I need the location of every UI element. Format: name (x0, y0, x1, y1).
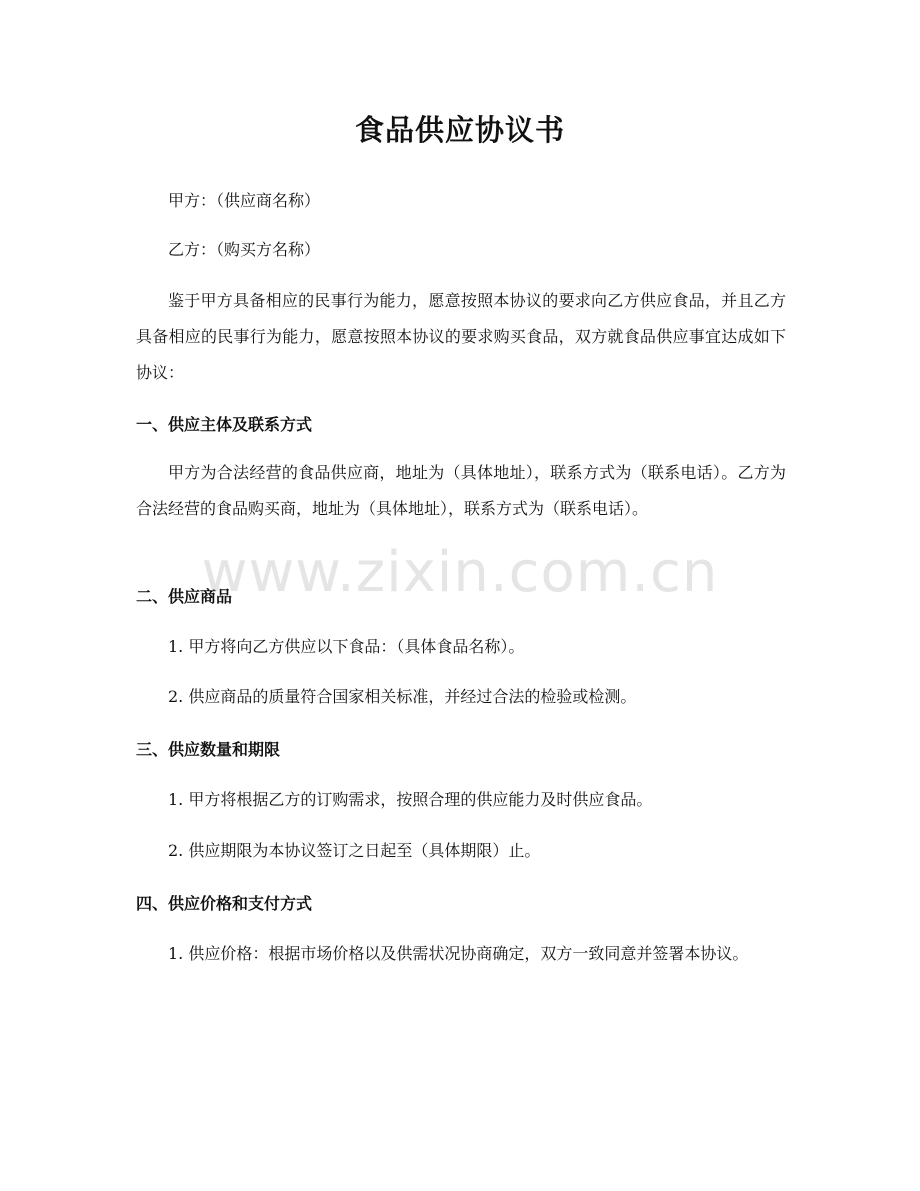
document-title: 食品供应协议书 (354, 113, 565, 147)
watermark-text: www.zixin.com.cn (201, 540, 719, 605)
section-4-heading: 四、供应价格和支付方式 (136, 894, 313, 913)
section-2-paragraph-1: 1. 甲方将向乙方供应以下食品：（具体食品名称）。 (168, 637, 525, 656)
preamble-paragraph: 鉴于甲方具备相应的民事行为能力，愿意按照本协议的要求向乙方供应食品，并且乙方具备相应的民事行为能力，愿意按照本协议的要求购买食品，双方就食品供应事宜达成如下协议： (136, 291, 786, 382)
section-1-paragraph-1: 甲方为合法经营的食品供应商，地址为（具体地址），联系方式为（联系电话）。乙方为合法经营的食品购买商，地址为（具体地址），联系方式为（联系电话）。 (136, 463, 786, 518)
party-a-line: 甲方：（供应商名称） (168, 191, 321, 210)
section-2-paragraph-2: 2. 供应商品的质量符合国家相关标准，并经过合法的检验或检测。 (168, 687, 637, 706)
party-b-line: 乙方：（购买方名称） (168, 240, 321, 259)
section-3-paragraph-2: 2. 供应期限为本协议签订之日起至（具体期限）止。 (168, 841, 541, 860)
section-2-heading: 二、供应商品 (136, 587, 233, 606)
section-1-heading: 一、供应主体及联系方式 (136, 415, 313, 434)
section-3-paragraph-1: 1. 甲方将根据乙方的订购需求，按照合理的供应能力及时供应食品。 (168, 790, 653, 809)
section-3-heading: 三、供应数量和期限 (136, 740, 281, 759)
section-4-paragraph-1: 1. 供应价格：根据市场价格以及供需状况协商确定，双方一致同意并签署本协议。 (168, 944, 749, 963)
